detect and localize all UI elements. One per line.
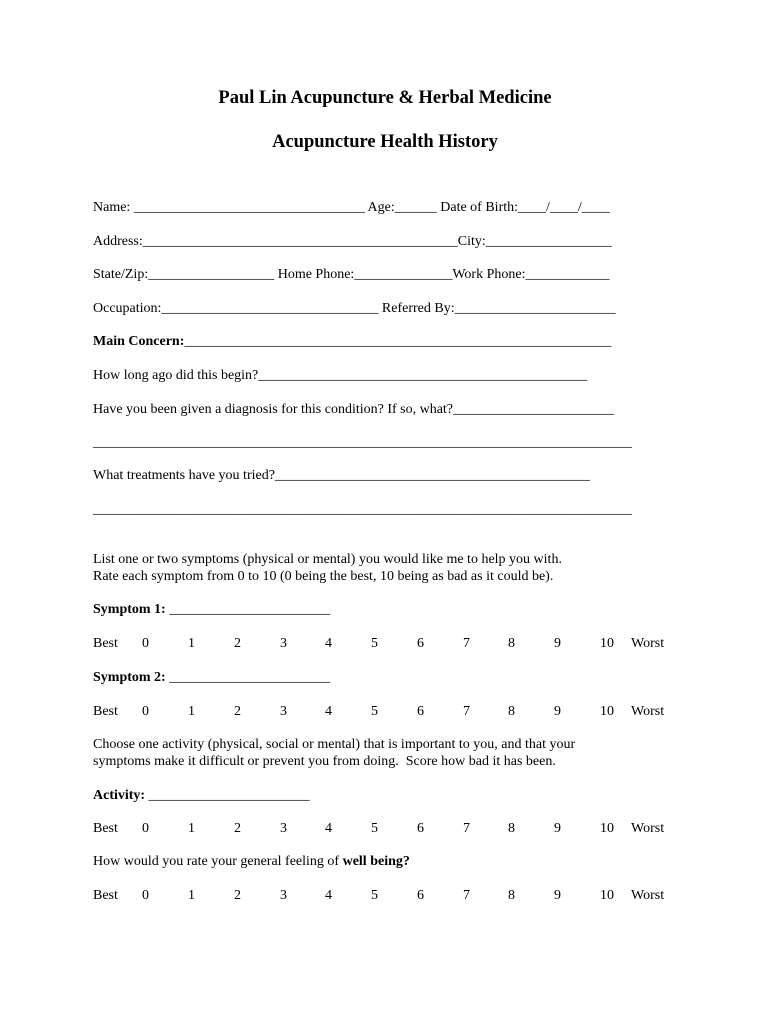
scale-option-8[interactable]: 8 [508,636,515,651]
main-concern-label: Main Concern: [93,334,185,349]
activity-blank[interactable]: _______________________ [145,788,310,803]
treatments-line-2[interactable]: _____________________________________________________________________________ [93,502,632,517]
scale-option-9[interactable]: 9 [554,821,561,836]
wellbeing-question [93,853,410,870]
symptom-2-blank[interactable]: _______________________ [165,670,331,685]
scale-option-10[interactable]: 10 [600,821,614,836]
scale-option-5[interactable]: 5 [371,636,378,651]
rating-scale-symptom-1[interactable] [93,635,683,652]
scale-option-0[interactable]: 0 [142,888,149,903]
state-phone-row[interactable]: State/Zip:__________________ Home Phone:______________Work Phone:____________ [93,267,610,282]
scale-option-9[interactable]: 9 [554,636,561,651]
scale-option-7[interactable]: 7 [463,821,470,836]
scale-option-10[interactable]: 10 [600,704,614,719]
scale-option-9[interactable]: 9 [554,704,561,719]
scale-option-0[interactable]: 0 [142,821,149,836]
scale-option-5[interactable]: 5 [371,888,378,903]
scale-option-7[interactable]: 7 [463,636,470,651]
scale-worst-label: Worst [631,888,665,903]
scale-best-label: Best [93,888,118,903]
main-concern-row[interactable] [93,333,611,350]
symptom-1-label: Symptom 1: [93,602,166,617]
symptoms-intro-2: Rate each symptom from 0 to 10 (0 being the best, 10 being as bad as it could be). [93,569,554,584]
symptom-2-label: Symptom 2: [93,670,166,685]
scale-option-2[interactable]: 2 [234,704,241,719]
symptom-1-blank[interactable]: _______________________ [165,602,331,617]
scale-option-2[interactable]: 2 [234,821,241,836]
diagnosis-line-2[interactable]: _____________________________________________________________________________ [93,435,632,450]
scale-best-label: Best [93,636,118,651]
occupation-referred-row[interactable]: Occupation:_______________________________ Referred By:_______________________ [93,301,616,316]
activity-row[interactable] [93,787,310,804]
scale-option-4[interactable]: 4 [325,704,332,719]
diagnosis-row[interactable]: Have you been given a diagnosis for this condition? If so, what?_______________________ [93,402,615,417]
main-concern-blank[interactable]: _____________________________________________________________ [184,334,612,349]
scale-option-6[interactable]: 6 [417,636,424,651]
scale-worst-label: Worst [631,636,665,651]
how-long-row[interactable]: How long ago did this begin?_______________________________________________ [93,368,588,383]
scale-best-label: Best [93,821,118,836]
activity-intro-2: symptoms make it difficult or prevent you from doing. Score how bad it has been. [93,754,556,769]
scale-option-1[interactable]: 1 [188,821,195,836]
scale-option-4[interactable]: 4 [325,888,332,903]
symptoms-intro-1: List one or two symptoms (physical or mental) you would like me to help you with. [93,552,562,567]
rating-scale-activity[interactable] [93,820,683,837]
symptom-1-row[interactable] [93,601,330,618]
symptom-2-row[interactable] [93,669,330,686]
scale-option-5[interactable]: 5 [371,704,378,719]
scale-option-4[interactable]: 4 [325,636,332,651]
scale-option-5[interactable]: 5 [371,821,378,836]
scale-option-7[interactable]: 7 [463,704,470,719]
scale-best-label: Best [93,704,118,719]
scale-option-3[interactable]: 3 [280,636,287,651]
scale-option-8[interactable]: 8 [508,821,515,836]
scale-option-2[interactable]: 2 [234,636,241,651]
wellbeing-question-bold: well being? [342,854,410,869]
activity-intro-1: Choose one activity (physical, social or mental) that is important to you, and that your [93,737,576,752]
name-age-dob-row[interactable]: Name: _________________________________ Age:______ Date of Birth:____/____/____ [93,200,610,215]
scale-option-4[interactable]: 4 [325,821,332,836]
wellbeing-question-text: How would you rate your general feeling of [93,854,343,869]
scale-option-0[interactable]: 0 [142,636,149,651]
scale-option-9[interactable]: 9 [554,888,561,903]
scale-option-6[interactable]: 6 [417,704,424,719]
rating-scale-symptom-2[interactable] [93,703,683,720]
scale-option-8[interactable]: 8 [508,888,515,903]
scale-option-3[interactable]: 3 [280,821,287,836]
scale-option-0[interactable]: 0 [142,704,149,719]
scale-option-10[interactable]: 10 [600,888,614,903]
scale-option-6[interactable]: 6 [417,821,424,836]
scale-worst-label: Worst [631,821,665,836]
scale-option-1[interactable]: 1 [188,636,195,651]
scale-option-10[interactable]: 10 [600,636,614,651]
scale-option-3[interactable]: 3 [280,888,287,903]
form-title: Acupuncture Health History [272,132,498,152]
address-city-row[interactable]: Address:_____________________________________________City:__________________ [93,234,612,249]
scale-worst-label: Worst [631,704,665,719]
scale-option-2[interactable]: 2 [234,888,241,903]
scale-option-8[interactable]: 8 [508,704,515,719]
rating-scale-wellbeing[interactable] [93,887,683,904]
scale-option-6[interactable]: 6 [417,888,424,903]
scale-option-1[interactable]: 1 [188,888,195,903]
treatments-row[interactable]: What treatments have you tried?_____________________________________________ [93,468,590,483]
clinic-name: Paul Lin Acupuncture & Herbal Medicine [218,88,552,108]
scale-option-3[interactable]: 3 [280,704,287,719]
scale-option-7[interactable]: 7 [463,888,470,903]
activity-label: Activity: [93,788,146,803]
scale-option-1[interactable]: 1 [188,704,195,719]
